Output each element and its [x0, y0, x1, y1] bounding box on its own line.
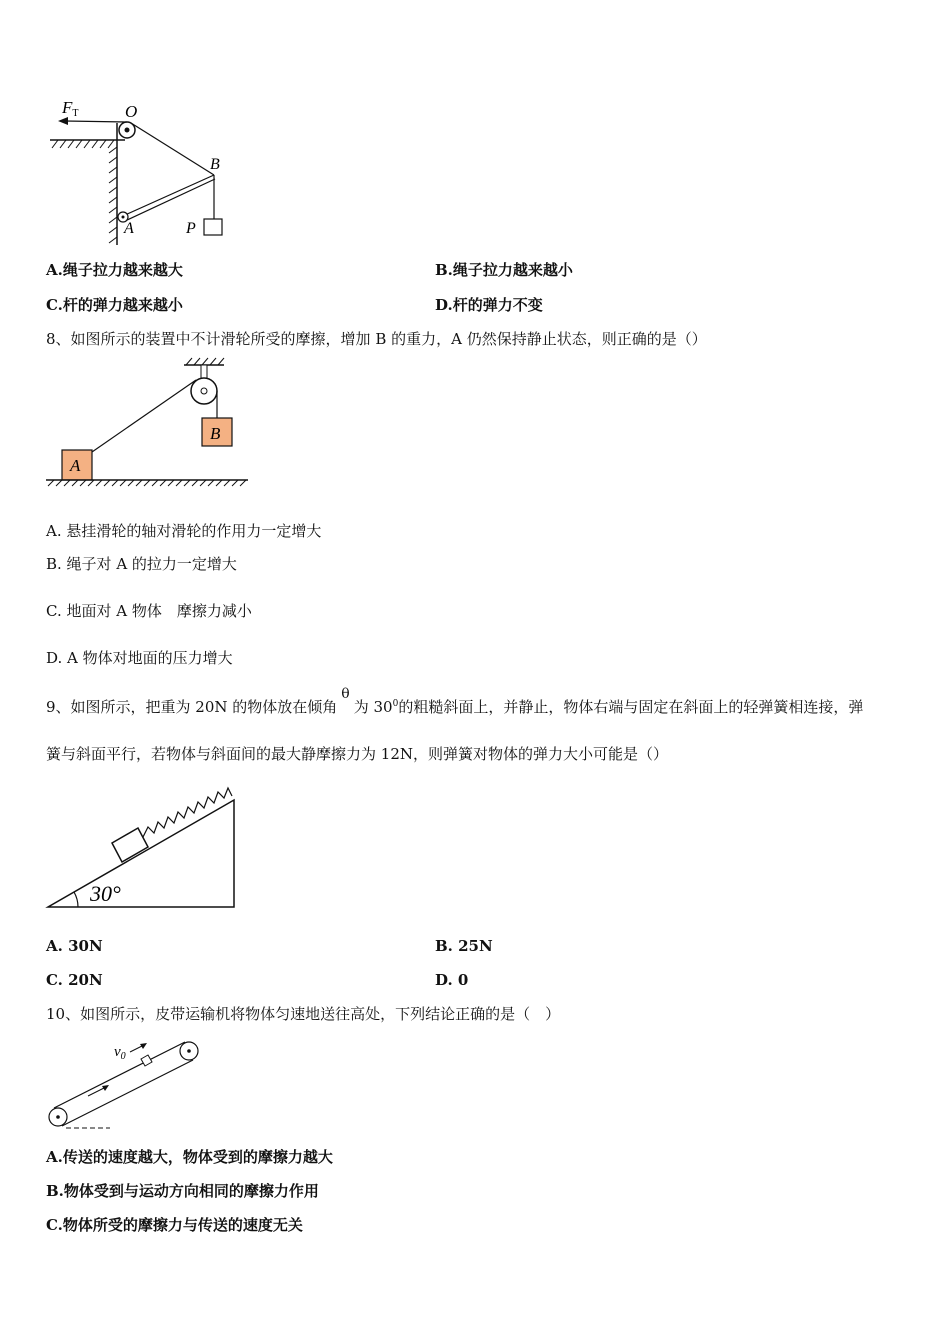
- q8-figure: [44, 360, 254, 490]
- q10-stem: 10、如图所示，皮带运输机将物体匀速地送往高处，下列结论正确的是（ ）: [46, 1005, 561, 1023]
- q8-option-a: A. 悬挂滑轮的轴对滑轮的作用力一定增大: [46, 522, 322, 540]
- q7-option-c: C.杆的弹力越来越小: [46, 296, 183, 314]
- q7-option-b: B.绳子拉力越来越小: [435, 261, 573, 279]
- q7-label-o: O: [125, 102, 138, 121]
- q10-label-v0: $v_0$: [114, 1044, 126, 1062]
- q8-label-b: B: [210, 424, 221, 443]
- q7-option-d: D.杆的弹力不变: [435, 296, 543, 314]
- q9-degree-sup: 0: [392, 699, 399, 709]
- q10-option-b: B.物体受到与运动方向相同的摩擦力作用: [46, 1182, 319, 1200]
- q10-option-c: C.物体所受的摩擦力与传送的速度无关: [46, 1216, 303, 1234]
- q9-stem-part2: 为 30: [353, 698, 393, 716]
- q7-label-a: A: [124, 220, 134, 237]
- q9-figure: [44, 775, 244, 915]
- q9-stem-line2: 簧与斜面平行，若物体与斜面间的最大静摩擦力为 12N，则弹簧对物体的弹力大小可能是（）: [46, 745, 668, 763]
- q9-stem-part3: 的粗糙斜面上，并静止，物体右端与固定在斜面上的轻弹簧相连接，弹: [398, 698, 864, 716]
- q9-theta: θ: [341, 686, 350, 702]
- q8-label-a: A: [70, 456, 81, 475]
- q9-option-a: A. 30N: [46, 937, 103, 955]
- q10-figure: [44, 1036, 214, 1131]
- q8-stem: 8、如图所示的装置中不计滑轮所受的摩擦，增加 B 的重力，A 仍然保持静止状态，则正确的是（）: [46, 330, 707, 348]
- q9-stem-line1: [46, 686, 864, 718]
- q7-option-a: A.绳子拉力越来越大: [46, 261, 183, 279]
- q7-label-b: B: [210, 156, 220, 173]
- q8-option-d: D. A 物体对地面的压力增大: [46, 649, 233, 667]
- q10-option-a: A.传送的速度越大，物体受到的摩擦力越大: [46, 1148, 333, 1166]
- q7-label-ft: FT: [62, 98, 79, 119]
- q9-stem-part1: 9、如图所示，把重为 20N 的物体放在倾角: [46, 698, 338, 716]
- q7-figure: [40, 95, 240, 255]
- q9-option-b: B. 25N: [435, 937, 493, 955]
- q9-option-d: D. 0: [435, 971, 469, 989]
- q8-option-c: C. 地面对 A 物体 摩擦力减小: [46, 602, 252, 620]
- q9-angle-label: 30°: [90, 881, 121, 906]
- q8-option-b: B. 绳子对 A 的拉力一定增大: [46, 555, 237, 573]
- q9-option-c: C. 20N: [46, 971, 103, 989]
- q7-label-p: P: [186, 220, 196, 237]
